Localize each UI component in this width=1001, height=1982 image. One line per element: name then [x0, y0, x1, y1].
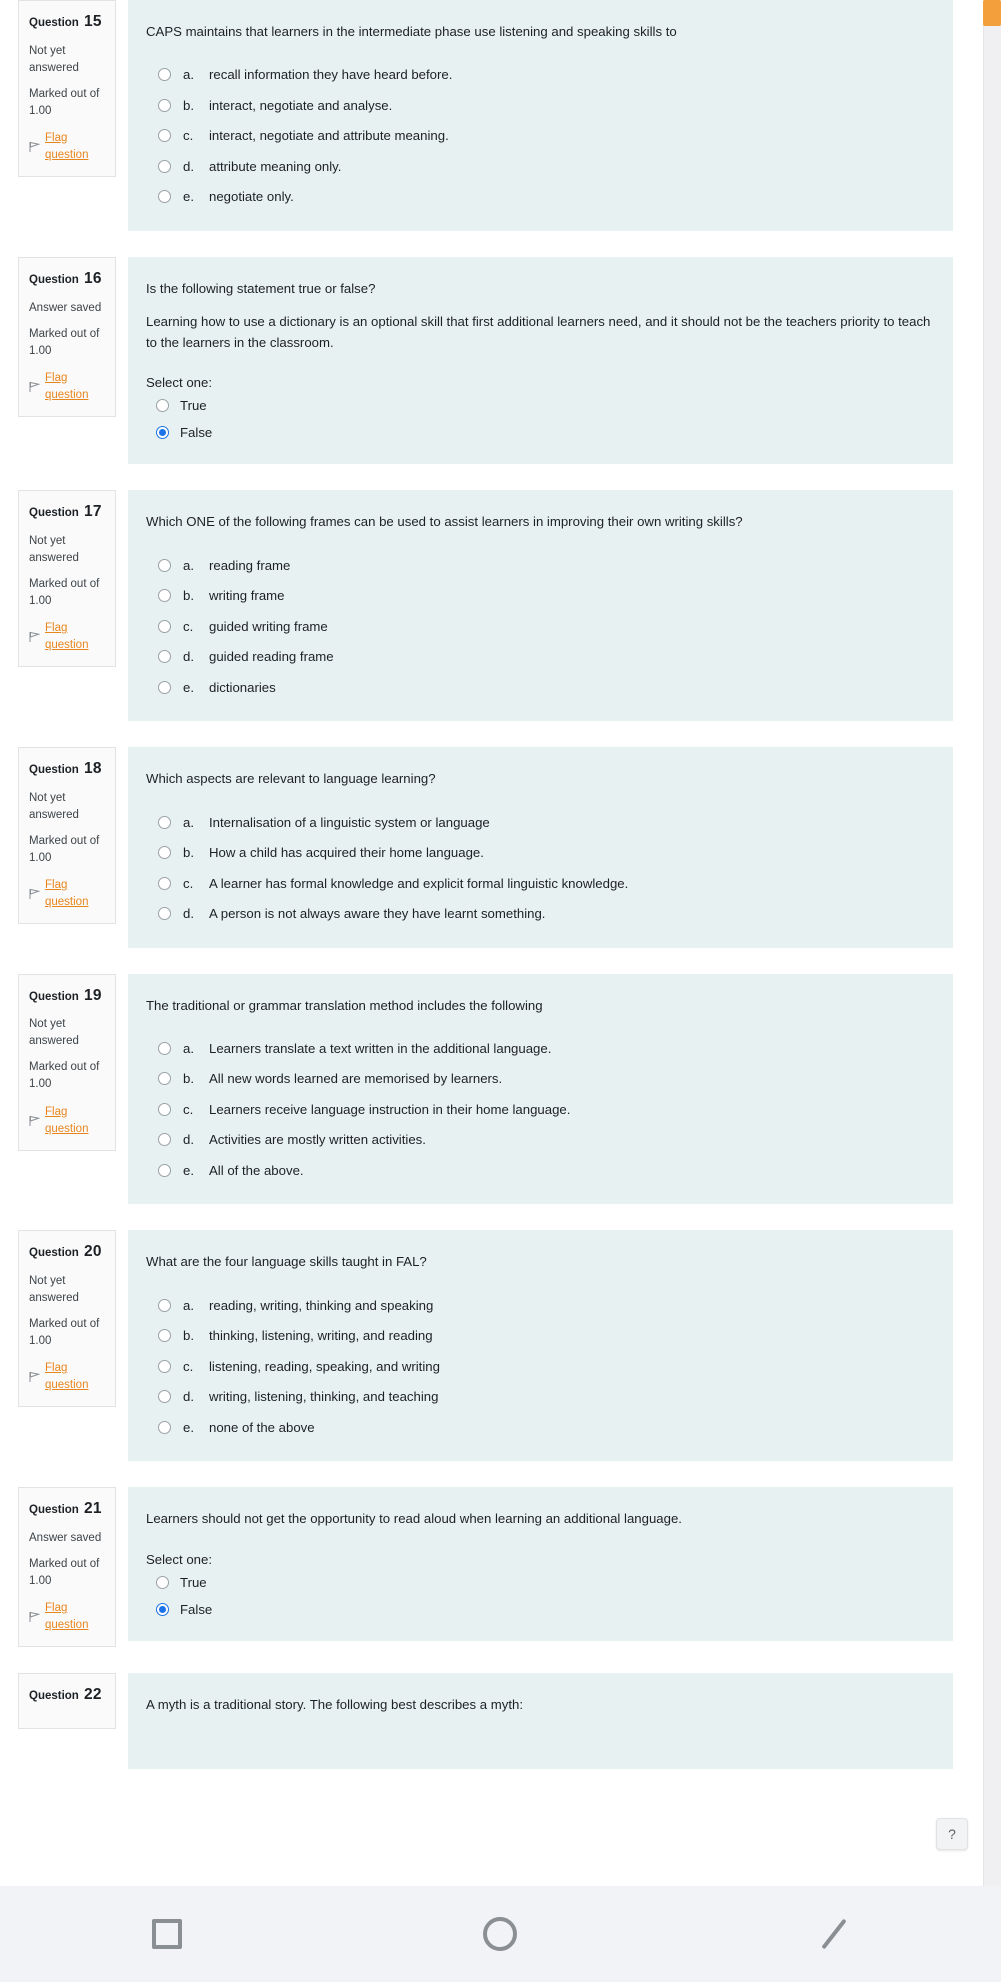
home-button[interactable]: [440, 1904, 560, 1964]
answer-option[interactable]: [146, 587, 935, 605]
answer-letter: c.: [183, 875, 194, 891]
answer-options: [146, 1040, 935, 1180]
answer-options: [146, 1575, 935, 1617]
answer-option[interactable]: [146, 557, 935, 575]
answer-option[interactable]: [146, 1297, 935, 1315]
question-content: [128, 0, 953, 231]
answer-letter: c.: [183, 128, 194, 144]
question-marks: [29, 1059, 107, 1093]
answer-letter: c.: [183, 1101, 194, 1117]
question-text: What are the four language skills taught in FAL?: [146, 1254, 427, 1270]
back-icon: [821, 1919, 846, 1950]
marks-value: 1.00: [29, 344, 52, 357]
radio-button[interactable]: [158, 190, 171, 203]
question-block: [0, 257, 983, 464]
question-content: [128, 1487, 953, 1640]
answer-text: guided writing frame: [209, 618, 328, 634]
question-block: [0, 0, 983, 231]
answer-letter: b.: [183, 845, 194, 861]
question-index: 21: [84, 1500, 102, 1518]
answer-letter: a.: [183, 1297, 194, 1313]
flag-question-link[interactable]: Flag question: [45, 1105, 89, 1135]
answer-options: [146, 557, 935, 697]
question-word: Question: [29, 1690, 79, 1703]
question-info-panel: [18, 974, 116, 1151]
question-index: 18: [84, 760, 102, 778]
answer-option[interactable]: [146, 398, 935, 413]
question-text: Learning how to use a dictionary is an optional skill that first additional learners need, and it should not be the teachers priority to teach to the learners in the classroom.: [146, 314, 931, 350]
answer-letter: d.: [183, 1389, 194, 1405]
question-block: [0, 1487, 983, 1647]
flag-icon: [29, 888, 40, 900]
question-info-panel: [18, 257, 116, 417]
flag-icon: [29, 631, 40, 643]
radio-button[interactable]: [158, 1164, 171, 1177]
radio-button[interactable]: [158, 816, 171, 829]
marked-out-of-label: Marked out of: [29, 578, 100, 591]
question-text: CAPS maintains that learners in the intermediate phase use listening and speaking skills to: [146, 24, 677, 39]
marks-value: 1.00: [29, 1078, 52, 1091]
marks-value: 1.00: [29, 1575, 52, 1588]
answer-letter: d.: [183, 1132, 194, 1148]
radio-button[interactable]: [158, 907, 171, 920]
scrollbar-thumb[interactable]: [983, 0, 1001, 26]
question-block: [0, 1673, 983, 1769]
question-number: [29, 1498, 107, 1521]
answer-letter: e.: [183, 1419, 194, 1435]
question-content: [128, 974, 953, 1205]
question-index: 17: [84, 503, 102, 521]
select-one-label: Select one:: [146, 1551, 212, 1567]
answer-option[interactable]: [146, 905, 935, 923]
radio-button[interactable]: [156, 426, 169, 439]
radio-button[interactable]: [158, 1360, 171, 1373]
help-button[interactable]: [936, 1818, 968, 1850]
answer-text: listening, reading, speaking, and writing: [209, 1358, 440, 1374]
question-content: [128, 257, 953, 464]
answer-text: Learners receive language instruction in their home language.: [209, 1101, 571, 1117]
question-number: [29, 501, 107, 524]
question-marks: [29, 833, 107, 867]
system-navigation-bar: [0, 1886, 1001, 1982]
flag-question-row[interactable]: [29, 877, 107, 911]
flag-question-link[interactable]: Flag question: [45, 879, 89, 909]
answer-options: [146, 814, 935, 924]
question-block: [0, 1230, 983, 1461]
flag-icon: [29, 1371, 40, 1383]
flag-question-link[interactable]: Flag question: [45, 1362, 89, 1392]
question-status: Not yet answered: [29, 792, 79, 822]
select-one-label: Select one:: [146, 375, 212, 391]
radio-button[interactable]: [158, 846, 171, 859]
question-word: Question: [29, 273, 79, 286]
marks-value: 1.00: [29, 595, 52, 608]
answer-option[interactable]: [146, 66, 935, 84]
answer-text: How a child has acquired their home language.: [209, 845, 484, 861]
answer-letter: d.: [183, 649, 194, 665]
help-icon: ?: [948, 1826, 956, 1842]
answer-option[interactable]: [146, 425, 935, 440]
radio-button[interactable]: [158, 877, 171, 890]
question-info-panel: [18, 1487, 116, 1647]
question-number: [29, 11, 107, 34]
answer-letter: a.: [183, 67, 194, 83]
back-button[interactable]: [774, 1904, 894, 1964]
question-number: [29, 268, 107, 291]
radio-button[interactable]: [158, 1042, 171, 1055]
question-status: Answer saved: [29, 1532, 102, 1545]
question-block: [0, 747, 983, 947]
answer-text: False: [180, 425, 213, 441]
question-number: [29, 758, 107, 781]
flag-question-row[interactable]: [29, 130, 107, 164]
radio-button[interactable]: [158, 129, 171, 142]
answer-text: recall information they have heard before.: [209, 67, 453, 83]
answer-options: [146, 1297, 935, 1437]
radio-button[interactable]: [158, 160, 171, 173]
question-block: [0, 490, 983, 721]
question-info-panel: [18, 747, 116, 924]
answer-option[interactable]: [146, 618, 935, 636]
flag-icon: [29, 1611, 40, 1623]
question-text: A myth is a traditional story. The following best describes a myth:: [146, 1697, 523, 1713]
flag-question-row[interactable]: [29, 620, 107, 654]
marks-value: 1.00: [29, 104, 52, 117]
marks-value: 1.00: [29, 1335, 52, 1348]
recent-apps-icon: [152, 1919, 182, 1949]
question-number: [29, 1241, 107, 1264]
question-info-panel: [18, 1230, 116, 1407]
answer-options: [146, 66, 935, 206]
radio-button[interactable]: [158, 1390, 171, 1403]
marked-out-of-label: Marked out of: [29, 87, 100, 100]
answer-text: Activities are mostly written activities.: [209, 1132, 426, 1148]
radio-button[interactable]: [158, 99, 171, 112]
question-number: [29, 985, 107, 1008]
answer-option[interactable]: [146, 1070, 935, 1088]
question-index: 15: [84, 13, 102, 30]
home-icon: [483, 1917, 517, 1951]
question-text: The traditional or grammar translation method includes the following: [146, 997, 543, 1013]
question-text: Is the following statement true or false?: [146, 280, 376, 296]
flag-question-link[interactable]: Flag question: [45, 1602, 89, 1632]
radio-button[interactable]: [158, 650, 171, 663]
marked-out-of-label: Marked out of: [29, 1558, 100, 1571]
question-marks: [29, 576, 107, 610]
radio-button[interactable]: [158, 1103, 171, 1116]
question-text: Learners should not get the opportunity to read aloud when learning an additional language.: [146, 1511, 682, 1527]
question-marks: [29, 1556, 107, 1590]
radio-button[interactable]: [158, 620, 171, 633]
question-word: Question: [29, 990, 79, 1003]
answer-text: False: [180, 1601, 213, 1617]
question-status: Not yet answered: [29, 535, 79, 565]
answer-text: True: [180, 1574, 207, 1590]
answer-text: guided reading frame: [209, 649, 334, 665]
question-content: [128, 747, 953, 947]
answer-option[interactable]: [146, 188, 935, 206]
question-content: [128, 490, 953, 721]
answer-letter: e.: [183, 1162, 194, 1178]
radio-button[interactable]: [158, 589, 171, 602]
answer-text: A learner has formal knowledge and explicit formal linguistic knowledge.: [209, 875, 629, 891]
recent-apps-button[interactable]: [107, 1904, 227, 1964]
flag-question-link[interactable]: Flag question: [45, 622, 89, 652]
answer-letter: b.: [183, 1071, 194, 1087]
answer-letter: d.: [183, 906, 194, 922]
marked-out-of-label: Marked out of: [29, 835, 100, 848]
answer-letter: a.: [183, 557, 194, 573]
answer-letter: a.: [183, 814, 194, 830]
answer-option[interactable]: [146, 1131, 935, 1149]
answer-option[interactable]: [146, 158, 935, 176]
answer-option[interactable]: [146, 1358, 935, 1376]
answer-option[interactable]: [146, 97, 935, 115]
answer-text: thinking, listening, writing, and reading: [209, 1328, 433, 1344]
question-marks: [29, 326, 107, 360]
flag-icon: [29, 381, 40, 393]
answer-option[interactable]: [146, 648, 935, 666]
answer-letter: e.: [183, 189, 194, 205]
answer-option[interactable]: [146, 1575, 935, 1590]
answer-text: Learners translate a text written in the additional language.: [209, 1040, 552, 1056]
answer-text: All new words learned are memorised by learners.: [209, 1071, 503, 1087]
question-index: 20: [84, 1243, 102, 1261]
answer-option[interactable]: [146, 679, 935, 697]
question-index: 22: [84, 1686, 102, 1704]
answer-letter: c.: [183, 618, 194, 634]
marked-out-of-label: Marked out of: [29, 1061, 100, 1074]
answer-text: True: [180, 398, 207, 414]
answer-text: interact, negotiate and attribute meaning.: [209, 128, 449, 144]
marked-out-of-label: Marked out of: [29, 327, 100, 340]
question-content: [128, 1230, 953, 1461]
marks-value: 1.00: [29, 852, 52, 865]
question-index: 19: [84, 986, 102, 1004]
answer-text: interact, negotiate and analyse.: [209, 97, 393, 113]
answer-options: [146, 398, 935, 440]
question-marks: [29, 1316, 107, 1350]
answer-option[interactable]: [146, 844, 935, 862]
answer-text: Internalisation of a linguistic system or language: [209, 814, 490, 830]
question-info-panel: [18, 1673, 116, 1729]
answer-option[interactable]: [146, 1040, 935, 1058]
flag-question-row[interactable]: [29, 1104, 107, 1138]
answer-option[interactable]: [146, 127, 935, 145]
question-number: [29, 1684, 107, 1707]
question-word: Question: [29, 17, 79, 29]
flag-question-link[interactable]: Flag question: [45, 132, 89, 162]
answer-text: writing, listening, thinking, and teaching: [209, 1389, 439, 1405]
question-status: Answer saved: [29, 301, 102, 314]
radio-button[interactable]: [158, 1299, 171, 1312]
radio-button[interactable]: [156, 399, 169, 412]
answer-text: none of the above: [209, 1419, 315, 1435]
question-text: Which aspects are relevant to language learning?: [146, 771, 436, 787]
answer-option[interactable]: [146, 1388, 935, 1406]
answer-option[interactable]: [146, 1419, 935, 1437]
flag-question-row[interactable]: [29, 1600, 107, 1634]
answer-text: dictionaries: [209, 679, 276, 695]
answer-letter: b.: [183, 97, 194, 113]
question-info-panel: [18, 0, 116, 177]
answer-option[interactable]: [146, 1101, 935, 1119]
answer-option[interactable]: [146, 1327, 935, 1345]
question-info-panel: [18, 490, 116, 667]
question-status: Not yet answered: [29, 44, 79, 74]
answer-text: attribute meaning only.: [209, 158, 342, 174]
answer-text: All of the above.: [209, 1162, 304, 1178]
radio-button[interactable]: [158, 559, 171, 572]
answer-letter: a.: [183, 1040, 194, 1056]
flag-icon: [29, 141, 40, 153]
answer-text: negotiate only.: [209, 189, 294, 205]
answer-letter: c.: [183, 1358, 194, 1374]
flag-question-link[interactable]: Flag question: [45, 371, 89, 401]
flag-question-row[interactable]: [29, 1360, 107, 1394]
answer-letter: d.: [183, 158, 194, 174]
question-word: Question: [29, 764, 79, 777]
question-word: Question: [29, 1247, 79, 1260]
answer-text: writing frame: [209, 588, 285, 604]
flag-icon: [29, 1115, 40, 1127]
answer-text: reading, writing, thinking and speaking: [209, 1297, 434, 1313]
question-text: Which ONE of the following frames can be used to assist learners in improving their own writing skills?: [146, 514, 743, 530]
radio-button[interactable]: [158, 68, 171, 81]
radio-button[interactable]: [158, 1072, 171, 1085]
radio-button[interactable]: [158, 1421, 171, 1434]
answer-text: reading frame: [209, 557, 291, 573]
answer-letter: b.: [183, 1328, 194, 1344]
question-status: Not yet answered: [29, 1275, 79, 1305]
answer-option[interactable]: [146, 814, 935, 832]
radio-button[interactable]: [158, 681, 171, 694]
question-block: [0, 974, 983, 1205]
question-marks: [29, 86, 107, 120]
answer-option[interactable]: [146, 1162, 935, 1180]
question-content: [128, 1673, 953, 1769]
flag-question-row[interactable]: [29, 370, 107, 404]
radio-button[interactable]: [158, 1329, 171, 1342]
answer-option[interactable]: [146, 875, 935, 893]
answer-text: A person is not always aware they have learnt something.: [209, 906, 546, 922]
question-word: Question: [29, 507, 79, 520]
radio-button[interactable]: [156, 1603, 169, 1616]
answer-letter: e.: [183, 679, 194, 695]
radio-button[interactable]: [156, 1576, 169, 1589]
question-index: 16: [84, 269, 102, 287]
marked-out-of-label: Marked out of: [29, 1318, 100, 1331]
radio-button[interactable]: [158, 1133, 171, 1146]
question-status: Not yet answered: [29, 1018, 79, 1048]
answer-letter: b.: [183, 588, 194, 604]
page-scrollbar[interactable]: [983, 0, 1001, 1982]
question-word: Question: [29, 1504, 79, 1517]
answer-option[interactable]: [146, 1602, 935, 1617]
